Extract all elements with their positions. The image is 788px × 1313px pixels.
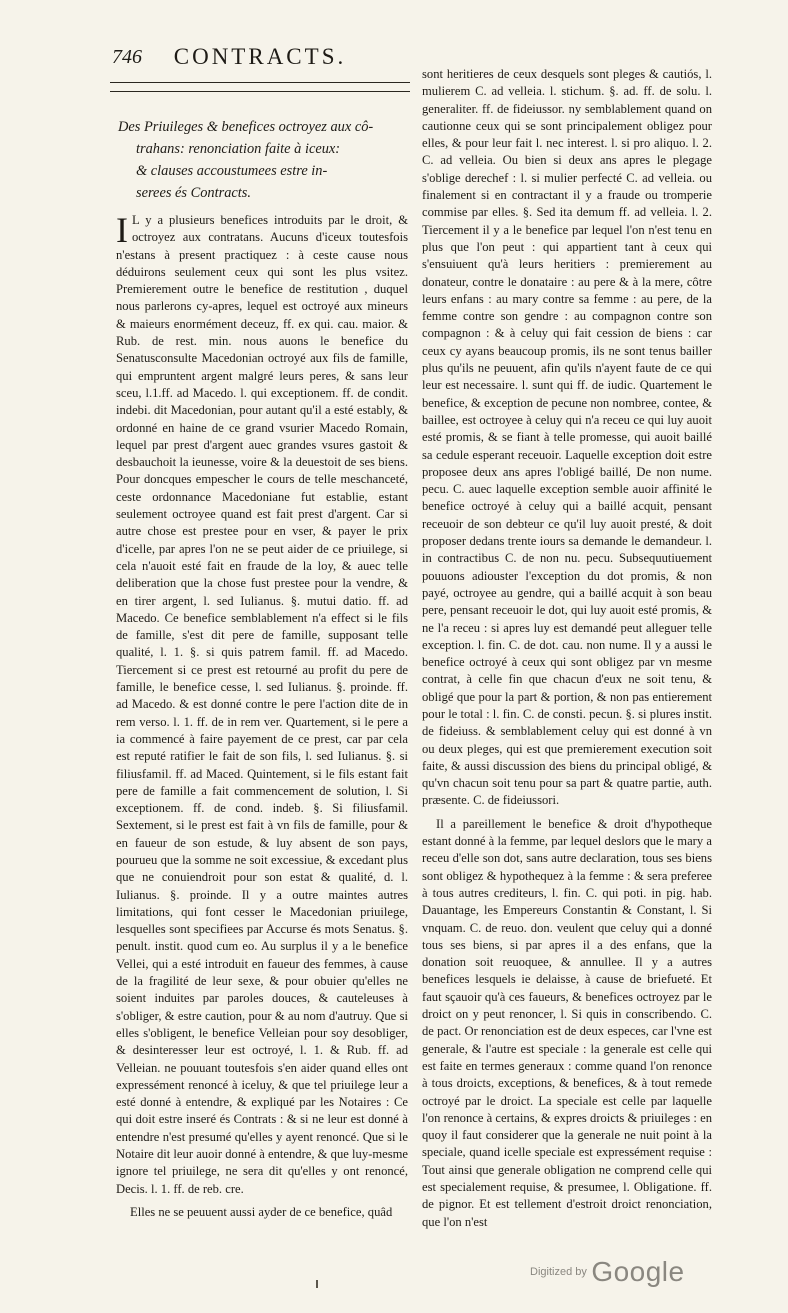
header-rule: [110, 82, 410, 83]
heading-line: & clauses accoustumees estre in-: [136, 163, 328, 179]
paragraph-text: L y a plusieurs benefices introduits par le droit, & octroyez aux contratans. Aucuns d'iceux toutesfois n'estans à present practiquez : à ceste cause nous déduirons seulement ceux qui sont les plus vsitez. Premierement outre le benefice de restitution , duquel nous parlerons cy-apres, lequel est octroyé aux mineurs & maieurs enormément deceuz, ff. ex qui. cau. maior. & Rub. de rest. min. nous auons le benefice du Senatusconsulte Macedonian octroyé aux fils de famille, qui empruntent argent malgré leurs peres, & sans leur sceu, l.1.ff. ad Macedo. l. qui exceptionem. ff. de condit. indebi. dit Macedonian, pour autant qu'il a esté estably, & ordonné en haine de ce grand vsurier Macedo Romain, lequel par prest d'argent auec grandes vsures gastoit & desbauchoit la ieunesse, voire & la deuestoit de ses biens. Pour doncques empescher le cours de telle meschanceté, ceste ordonnance Macedoniane fut establie, estant seulement octroyee quand est fait prest d'argent. Car si autre chose est prestee pour en vser, & payer le prix d'icelle, par apres l'on ne se peut aider de ce priuilege, si cela n'auoit esté fait en fraude de la loy, & auec telle deliberation que la chose fust prestee pour la vendre, & en tirer argent, l. sed Iulianus. §. mutui datio. ff. ad Macedo. Ce benefice semblablement n'a effect si le fils de famille, s'est dit pere de famille, supposant telle qualité, l. 1. §. si quis patrem famil. ff. ad Macedo. Tiercement si ce prest est retourné au profit du pere de famille, le benefice cesse, l. sed Iulianus. §. proinde. ff. ad Macedo. & est donné contre le pere l'action dite de in rem verso. l. 1. ff. de in rem ver. Quartement, si le pere a ia commencé à faire payement de ce prest, car par cela est reputé ratifier le fait de son fils, l. sed Iulianus. §. si filiusfamil. ff. ad Maced. Quintement, si le fils estant fait pere de famille a fait commencement de solution, l. Si exceptionem. ff. de cond. indeb. §. Si filiusfamil. Sextement, si le prest est fait à vn fils de famille, pour & en faueur de son estude, & luy absent de son pays, pourueu que la somme ne soit excessiue, & excedant plus que ne conuiendroit pour son estat & qualité, d. l. Iulianus. §. proinde. Il y a outre maintes autres limitations, qui font cesser le Macedonian priuilege, lesquelles sont specifiees par Accurse és mots Senatus. §. penult. instit. quod cum eo. Au surplus il y a le benefice Vellei, qui a esté introduit en faueur des femmes, à cause de la fragilité de leur sexe, & pour obuier qu'elles ne soient induites par paroles douces, & cauteleuses à s'obliger, & estre caution, pour & au nom d'autruy. Que si elles s'obligent, le benefice Velleian pour soy desobliger, & desinteresser leur est octroyé, l. 1. & Rub. ff. ad Velleian. ne pouuant toutesfois s'en aider quand elles ont expressément renoncé à iceluy, & que tel priuilege leur a esté donné à entendre, & expliqué par les Notaires : Ce qui doit estre inseré és Contrats : & si ne leur est donné à entendre n'est presumé qu'elles y ayent renoncé. Que si le Notaire dit leur auoir donné à entendre, & que luy-mesme ignore tel priuilege, ne sera dit qu'elles y ont renoncé, Decis. l. 1. ff. de reb. cre.: [116, 213, 408, 1196]
page-number: 746: [112, 46, 142, 68]
header-rule: [110, 91, 410, 92]
running-title: CONTRACTS.: [173, 44, 347, 69]
heading-line: serees és Contracts.: [136, 185, 251, 201]
digitized-by-text: Digitized by: [530, 1266, 587, 1278]
section-heading: [116, 116, 408, 204]
paragraph: Il a pareillement le benefice & droit d'hypotheque estant donné à la femme, par lequel deslors que le mary a receu d'elle son dot, sans autre declaration, tous ses biens sont obligez & hypothequez à la femme : & sera preferee à tous autres crediteurs, l. fin. C. qui poti. in pig. hab. Dauantage, les Empereurs Constantin & Constant, l. Si vnquam. C. de reuo. don. veulent que celuy qui a donné tous ses biens, si par apres il a des enfans, que la donation soit reuoquee, & annullee. Il y a autres benefices lesquels ie delaisse, à cause de briefueté. Et faut sçauoir qu'à ces faueurs, & benefices octroyez par le droict on y peut renoncer, l. Si quis in conscribendo. C. de pact. Or renonciation est de deux especes, car l'vne est generale, & l'autre est speciale : la generale est celle qui est faite en termes generaux : comme quand l'on renonce à tous droicts, exceptions, & benefices, & à tout remede octroyé par le droict. La speciale est celle par laquelle l'on renonce à certains, & expres droicts & priuileges : en quoy il faut considerer que la generale ne nuit point à la speciale, quand icelle speciale est expressément requise : Tout ainsi que generale obligation ne comprend celle qui est specialement requise, & presumee, l. Obligatione. ff. de pignor. Et est tellement d'estroit droict renonciation, que l'on n'est: [422, 816, 712, 1229]
google-logo: Google: [591, 1256, 685, 1287]
heading-line: Des Priuileges & benefices octroyez aux cô-: [118, 119, 374, 135]
drop-cap: I: [116, 210, 128, 250]
left-column: [116, 116, 408, 1221]
paragraph: [116, 212, 408, 1198]
paragraph: Elles ne se peuuent aussi ayder de ce benefice, quâd: [130, 1204, 393, 1219]
paragraph: sont heritieres de ceux desquels sont pleges & cautiós, l. mulierem C. ad velleia. l. stichum. §. ad. ff. de solu. l. generaliter. ff. de fideiussor. ny semblablement quand on cautionne ceux qui se sont principalement obligez pour elles, & pour leur fait l. nec interest. l. si pro aliquo. l. 2. C. ad velleia. Ou bien si deux ans apres le plegage s'oblige derechef : l. si mulier perfecté C. ad velleia. ou finalement si en contractant il y a fraude ou tromperie commise par elles. §. Sed ita demum ff. ad velleia. l. 2. Tiercement il y a le benefice par lequel l'on n'est tenu en plus que l'on peut : qui appartient tant à ceux qui s'ensuiuent qu'à leurs heritiers : premierement au donateur, contre le donataire : au pere & à la mere, côtre leurs enfans : au mary contre sa femme : au pere, de la femme contre son gendre : au compagnon contre son compagnon : & à celuy qui fait cession de biens : car ceux cy ayans beaucoup promis, ils ne sont tenus bailler plus qu'ils ne peuuent, afin qu'ils n'ayent faute de ce qui leur est necessaire. l. sunt qui ff. de iudic. Quartement le benefice, & exception de pecune non nombree, contee, & baillee, est octroyee à celuy qui n'a receu ce qui luy auoit esté promis, & se fiant à telle promesse, qui auoit baillé sa cedule esperant receuoir. Laquelle exception doit estre proposee deux ans apres l'obligé baillé, De non nume. pecu. C. auec laquelle exception semble auoir affinité le benefice octroyé à celuy qui a baillé acquit, pensant receuoir de son debteur ce qu'il luy auoit presté, & doit proposer dedans trente iours sa demande le demandeur. l. in contractibus C. de non nu. pecu. Subsequutiuement pouuons adiouster l'exception du dot promis, & non payé, octroyee au gendre, qui a baillé acquit à son beau pere, pensant receuoir le dot, qui luy auoit esté promis, & ne l'a receu : si apres luy est demandé peut alleguer telle exception. l. fin. C. de dot. cau. non nume. Il y a aussi le benefice octroyé à ceux qui sont obligez par vn mesme contrat, à celle fin que chacun d'eux ne soit tenu, & obligé que pour la part & portion, & non pas entierement pour le total : l. fin. C. de consti. pecun. §. si plures instit. de fideiuss. & semblablement celuy qui est donné à vn ou deux pleges, qui est que premierement execution soit faite, & aussi discussion des biens du principal obligé, & qu'vn chacun soit tenu pour sa part & quatre partie, auth. præsente. C. de fideiussori.: [422, 67, 712, 808]
printer-mark: [316, 1280, 318, 1288]
right-column: [422, 66, 712, 1231]
heading-line: trahans: renonciation faite à iceux:: [136, 141, 341, 157]
digitized-watermark: [530, 1256, 685, 1288]
